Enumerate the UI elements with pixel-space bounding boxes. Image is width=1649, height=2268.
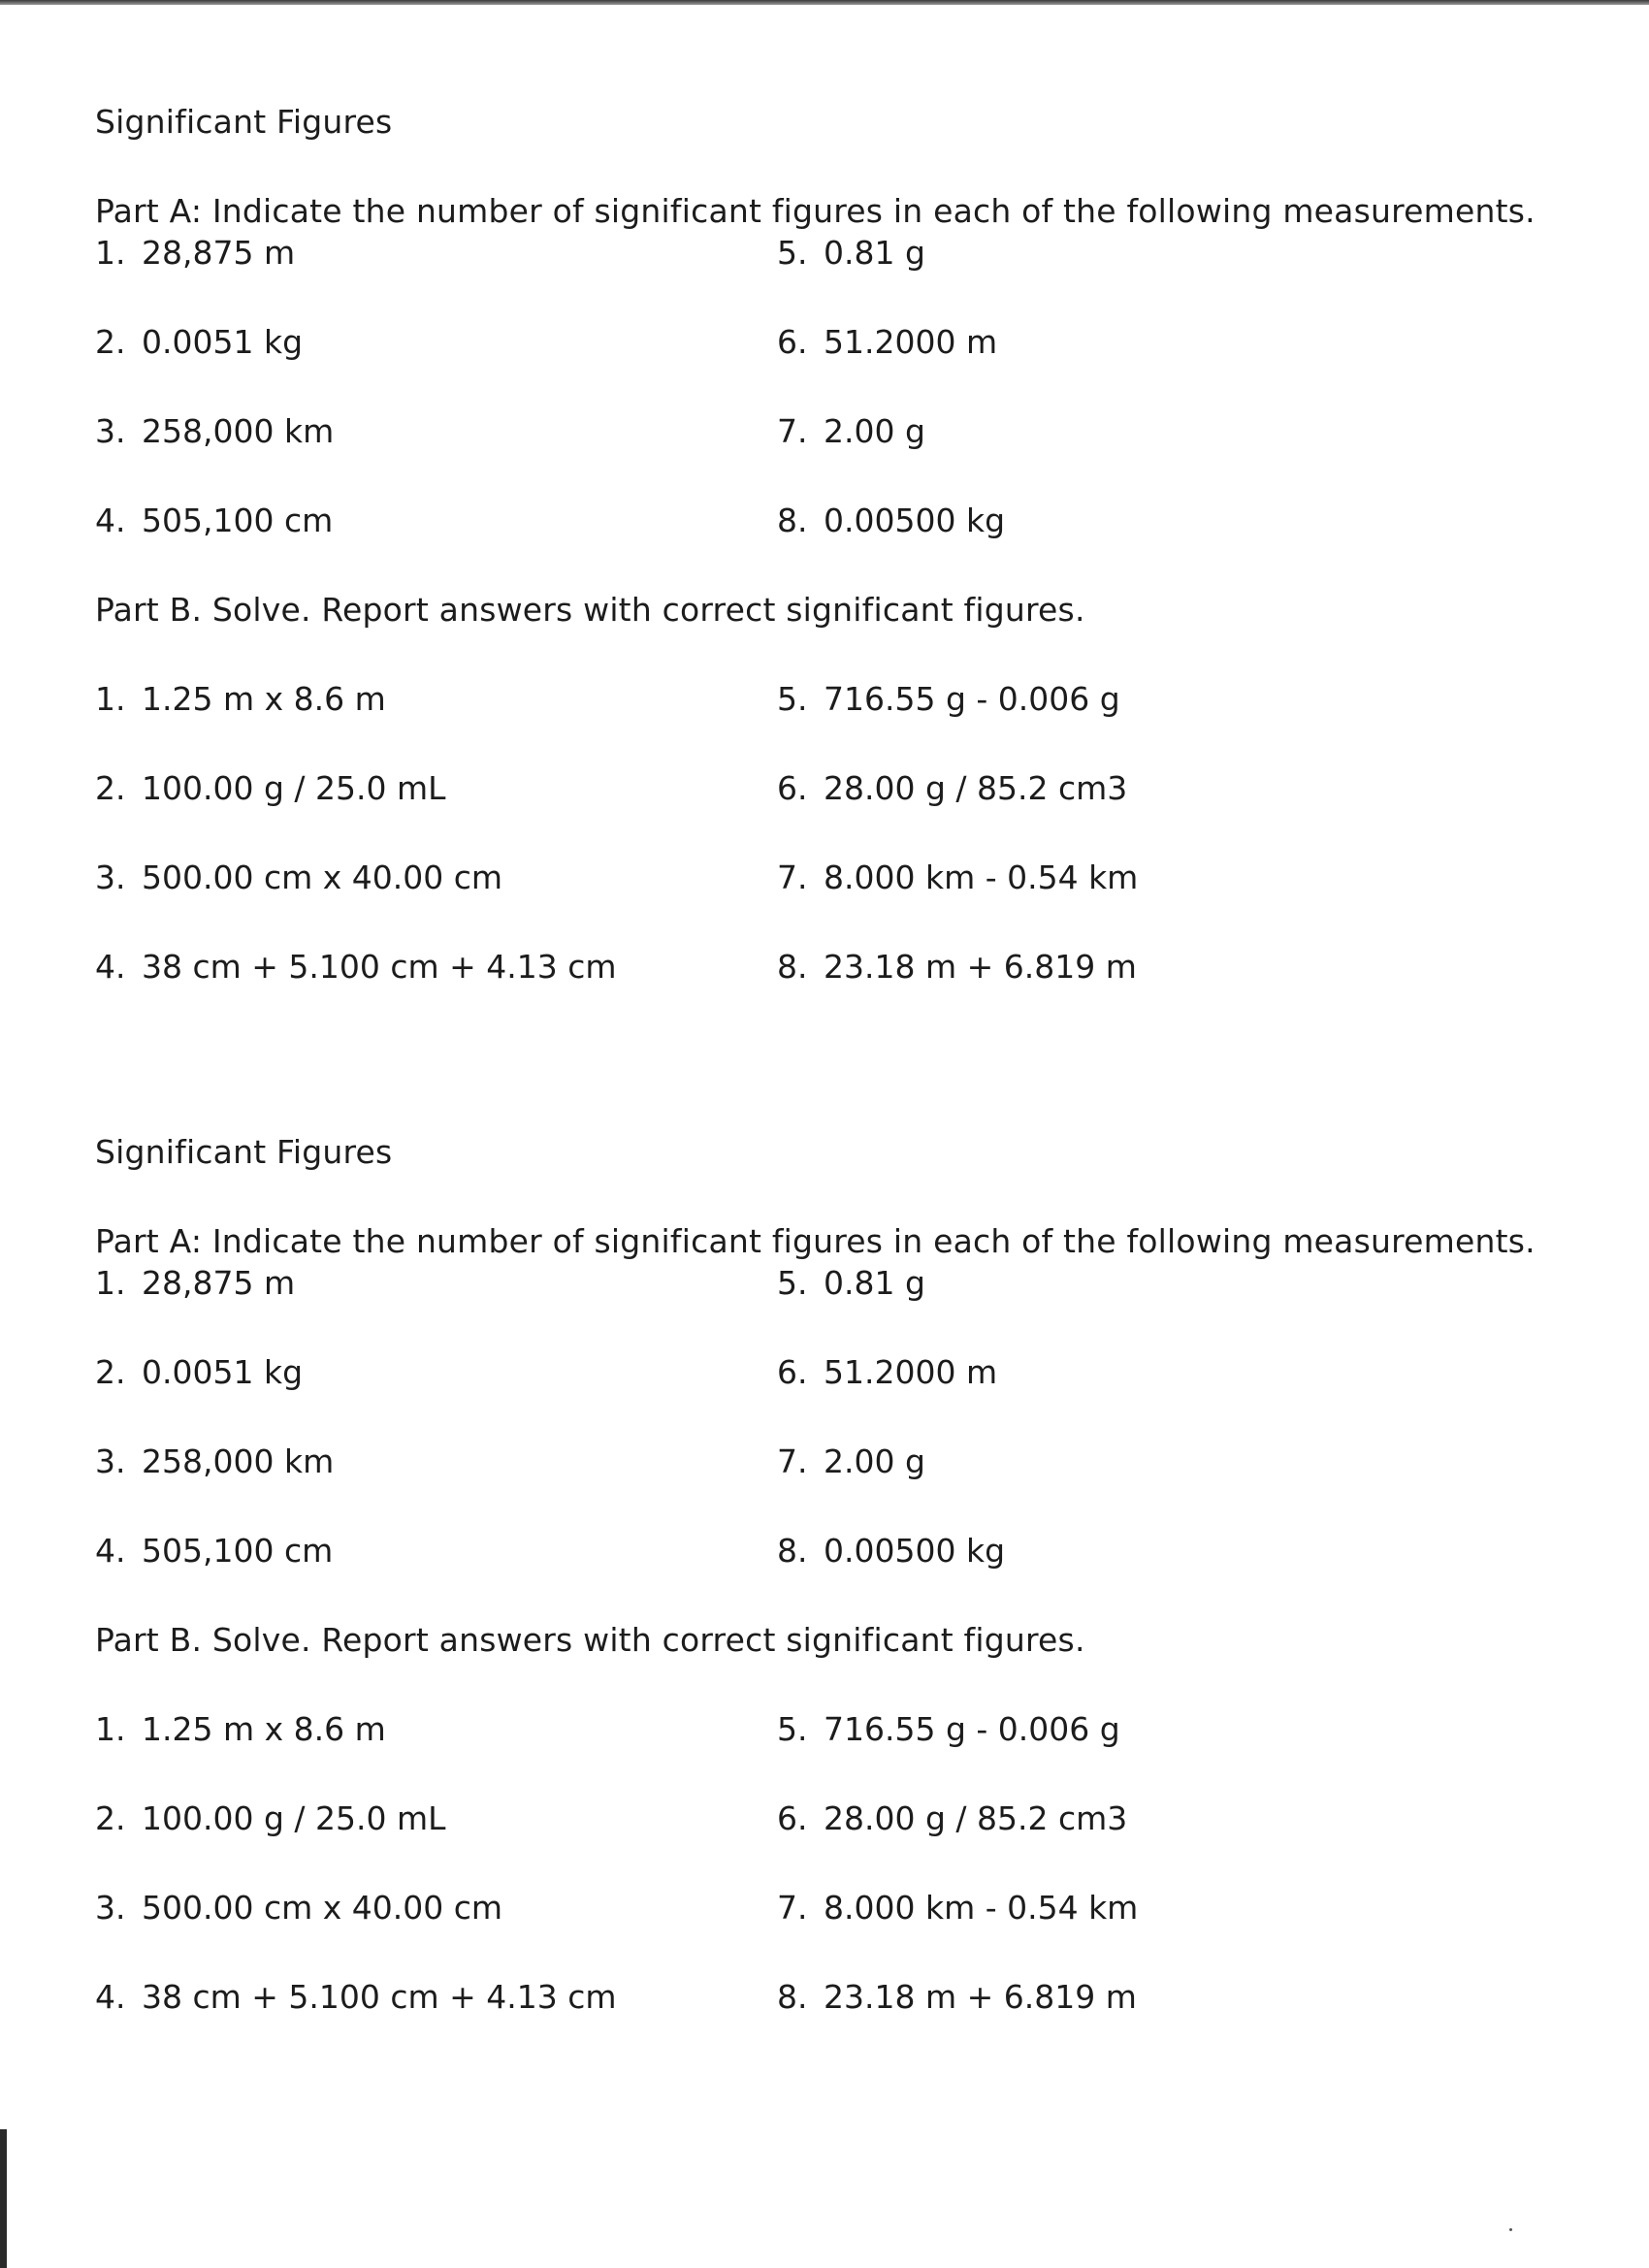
part-a-item: 1. 28,875 m [95,1264,296,1302]
part-b-item: 7. 8.000 km - 0.54 km [777,859,1139,896]
part-a-items [95,1264,1472,1621]
worksheet-copy-1 [95,103,1536,1037]
part-a-item: 3. 258,000 km [95,412,335,450]
worksheet-title: Significant Figures [95,1133,393,1171]
part-a-item: 6. 51.2000 m [777,1353,998,1391]
part-a-item: 5. 0.81 g [777,234,925,272]
part-a-item: 7. 2.00 g [777,412,925,450]
scan-top-edge [0,0,1649,5]
part-a-instruction: Part A: Indicate the number of significant figures in each of the following measurements. [95,192,1536,230]
part-b-item: 6. 28.00 g / 85.2 cm3 [777,769,1128,807]
part-b-instruction: Part B. Solve. Report answers with correct significant figures. [95,591,1085,629]
part-a-item: 6. 51.2000 m [777,323,998,361]
part-b-item: 5. 716.55 g - 0.006 g [777,1710,1120,1748]
scan-speck [1509,2228,1512,2231]
part-a-item: 5. 0.81 g [777,1264,925,1302]
part-a-item: 4. 505,100 cm [95,502,334,539]
part-b-items [95,1710,1472,2067]
part-b-items [95,680,1472,1037]
part-a-item: 1. 28,875 m [95,234,296,272]
part-a-item: 8. 0.00500 kg [777,502,1006,539]
part-a-item: 7. 2.00 g [777,1442,925,1480]
part-a-item: 2. 0.0051 kg [95,323,304,361]
part-b-item: 6. 28.00 g / 85.2 cm3 [777,1799,1128,1837]
part-b-item: 8. 23.18 m + 6.819 m [777,1978,1137,2016]
part-b-item: 1. 1.25 m x 8.6 m [95,1710,386,1748]
part-a-item: 8. 0.00500 kg [777,1532,1006,1570]
part-b-item: 4. 38 cm + 5.100 cm + 4.13 cm [95,948,617,986]
part-b-item: 8. 23.18 m + 6.819 m [777,948,1137,986]
part-a-items [95,234,1472,591]
part-b-item: 7. 8.000 km - 0.54 km [777,1889,1139,1927]
scan-left-edge [0,2129,7,2268]
part-b-item: 5. 716.55 g - 0.006 g [777,680,1120,718]
part-a-item: 4. 505,100 cm [95,1532,334,1570]
part-a-instruction: Part A: Indicate the number of significant figures in each of the following measurements. [95,1222,1536,1260]
part-a-item: 2. 0.0051 kg [95,1353,304,1391]
part-b-item: 4. 38 cm + 5.100 cm + 4.13 cm [95,1978,617,2016]
part-b-item: 2. 100.00 g / 25.0 mL [95,769,446,807]
part-b-item: 3. 500.00 cm x 40.00 cm [95,859,503,896]
part-a-item: 3. 258,000 km [95,1442,335,1480]
part-b-item: 3. 500.00 cm x 40.00 cm [95,1889,503,1927]
part-b-item: 2. 100.00 g / 25.0 mL [95,1799,446,1837]
part-b-item: 1. 1.25 m x 8.6 m [95,680,386,718]
worksheet-copy-2 [95,1133,1536,2067]
part-b-instruction: Part B. Solve. Report answers with correct significant figures. [95,1621,1085,1659]
worksheet-title: Significant Figures [95,103,393,141]
